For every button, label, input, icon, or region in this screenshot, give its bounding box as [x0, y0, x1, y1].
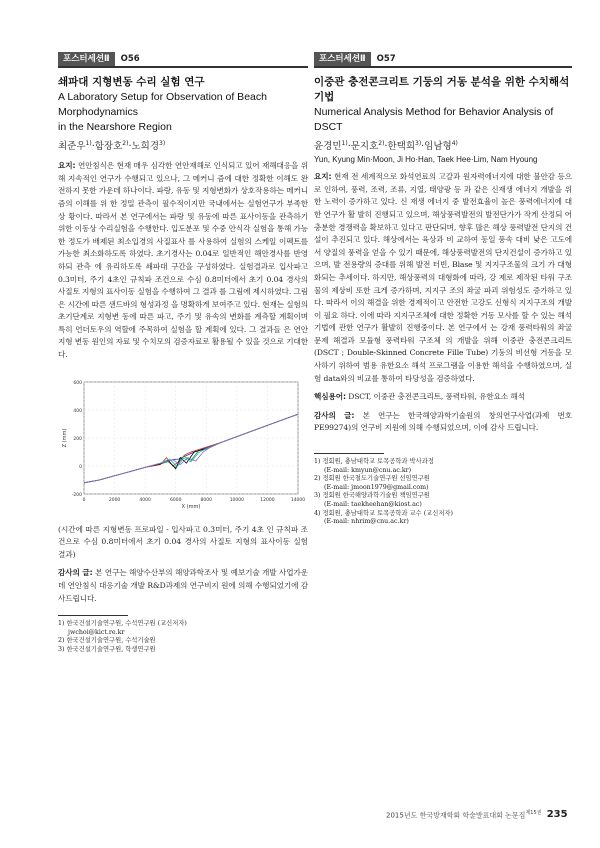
title-english: Numerical Analysis Method for Behavior Analysis of DSCT — [314, 106, 554, 133]
y-axis-label: Z (mm) — [62, 428, 68, 447]
footnote-line: 3) 정회원 한국해양과학기술원 책임연구원 — [314, 492, 430, 500]
session-tag: 포스터세션Ⅱ — [58, 52, 115, 66]
author: 최준우 — [58, 141, 86, 153]
x-tick-label: 10000 — [229, 497, 245, 503]
footnote-line: 4) 정회원, 충남대학교 토목공학과 교수 (교신저자) — [314, 509, 453, 517]
footer-volume: 제15권 — [525, 810, 542, 816]
x-tick-label: 0 — [82, 497, 86, 503]
footnote-line: 1) 한국건설기술연구원, 수석연구원 (교신저자) — [58, 620, 187, 628]
x-tick-label: 14000 — [290, 497, 306, 503]
x-tick-label: 6000 — [169, 497, 182, 503]
keywords — [314, 391, 572, 404]
keywords-label: 핵심용어: — [314, 392, 346, 402]
footnote-line: (E-mail: nhrim@cnu.ac.kr) — [314, 518, 409, 526]
x-tick-label: 12000 — [260, 497, 275, 503]
acknowledgement — [314, 410, 572, 435]
title-english-line-1: A Laboratory Setup for Observation of Beach Morphodynamics — [58, 91, 267, 118]
y-tick-label: 200 — [73, 436, 82, 442]
abstract-label: 요지: — [58, 161, 76, 171]
ack-label: 감사의 글: — [58, 568, 93, 578]
session-number: O56 — [120, 54, 140, 64]
left-article — [58, 52, 308, 655]
y-tick-label: 0 — [79, 464, 82, 470]
author: 한택희 — [387, 141, 415, 153]
authors: 윤경민$^{1)}$·문지호$^{2)}$·한택희$^{3)}$·임남형$^{4)}$ — [314, 140, 458, 153]
footnote-line: 1) 정회원, 충남대학교 토목공학과 박사과정 — [314, 458, 434, 466]
y-tick-label: 400 — [73, 408, 82, 414]
page-number: 235 — [546, 809, 568, 821]
title-korean: 쇄파대 지형변동 수리 실험 연구 — [58, 76, 205, 88]
y-tick-label: -200 — [71, 492, 82, 498]
footnote-divider — [58, 615, 128, 616]
keywords-text: DSCT, 이중관 충전콘크리트, 풍력타워, 유한요소 해석 — [348, 392, 525, 402]
session-tag: 포스터세션Ⅱ — [314, 52, 371, 66]
title-korean-line-2: 기법 — [314, 91, 335, 103]
footnote-line: (E-mail: kmyun@cnu.ac.kr) — [314, 466, 412, 474]
footnote-line: jwchoi@kict.re.kr — [58, 628, 125, 636]
x-tick-label: 2000 — [108, 497, 121, 503]
abstract-text: 현재 전 세계적으로 화석연료의 고갈과 원자력에너지에 대한 불안감 등으로 인하여, 풍력, 조력, 조류, 지열, 태양광 등 과 같은 신재생 에너지 개발을 위한 노력이 증가하고 있다. 신 재생 에너지 중 발전효율이 높은 풍력에너지에 대한 연구가 활 발히 진행되고 있으며, 해상풍력발전의 발전단가가 작게 산정되 어 충분한 경쟁력을 확보하고 있다고 판단되며, 향후 많은 해상 풍력발전 단지의 건설이 추진되고 있다. 해상에서는 육상과 비 교하여 동일 풍속 대비 낮은 고도에서 양질의 풍력을 얻을 수 있기 때문에, 해상풍력발전의 단지건설이 증가하고 있으며, 발 전용량의 증대를 위해 발전 터빈, Blase 및 지지구조물의 크기 가 대형화되는 추세이다. 하지만, 해상풍력의 대형화에 따라, 강 제로 제작된 타워 구조물의 제상비 또한 크게 증가하며, 지지구 조의 좌굴 파괴 위험성도 증가하고 있다. 따라서 이의 해결을 위한 경제적이고 안전한 고강도 신형식 지지구조의 개발이 필요 하다. 이에 따라 지지구조체에 대한 정확한 거동 모사를 할 수 있는 해석기법에 관한 연구가 활발히 진행중이다. 본 연구에서 는 강재 풍력타워의 좌굴 문제 해결과 모듈형 풍력타워 구조체 의 개발을 위해 이중관 충전콘크리트(DSCT ; Double-Skinned Concrete Fille Tube) 기둥의 비선형 거동을 모사하기 위하여 범용 유한요소 해석 프로그램을 이용한 해석을 수행하였으며, 실험 data와의 비교를 통하여 타당성을 검증하였다. — [314, 172, 572, 383]
footnote-line: (E-mail: taekheehan@kiost.ac) — [314, 501, 422, 508]
author: 함장호 — [94, 141, 123, 153]
ack-text: 본 연구는 해양수산부의 해양과학조사 및 예보기술 개발 사업가운데 연안침식 대응기술 개발 R&D과제의 연구비지 원에 의해 수행되었기에 감사드립니다. — [58, 568, 308, 603]
title-korean-line-1: 이중관 충전콘크리트 기둥의 거동 분석을 위한 수치해석 — [314, 76, 570, 88]
figure-caption — [58, 524, 308, 562]
ack-text: 본 연구는 한국해양과학기술원의 창의연구사업(과제 번호 PE99274)의 연구비 지원에 의해 수행되었으며, 이에 감사 드립니다. — [314, 410, 572, 433]
authors-english: Yun, Kyung Min·Moon, Ji Ho·Han, Taek Hee·Lim, Nam Hyoung — [314, 155, 538, 165]
page-footer — [386, 809, 568, 820]
footnotes — [58, 620, 308, 654]
footnote-line: 3) 한국건설기술연구원, 학생연구원 — [58, 646, 156, 653]
x-axis-label: X (mm) — [181, 503, 201, 510]
session-header — [58, 52, 308, 68]
author: 노희경 — [131, 141, 159, 153]
footer-text: 2015년도 한국방재학회 학술발표대회 논문집 — [386, 811, 526, 820]
acknowledgement — [58, 567, 308, 605]
ack-label: 감사의 글: — [314, 410, 355, 420]
x-tick-label: 4000 — [139, 497, 151, 503]
footnote-divider — [314, 453, 384, 454]
session-header — [314, 52, 572, 68]
footnotes — [314, 458, 572, 527]
footnote-line: (E-mail: jmoon1979@gmail.com) — [314, 483, 429, 491]
authors: 최준우$^{1)}$·함장호$^{2)}$·노희경$^{3)}$ — [58, 140, 166, 153]
author: 윤경민 — [314, 141, 342, 153]
session-number: O57 — [376, 54, 396, 64]
right-article — [314, 52, 572, 527]
caption-text: (시간에 따른 지형변동 프로파일 - 입사파고 0.3미터, 주기 4초 인 규칙파 조건으로 수심 0.8미터에서 초기 0.04 경사의 사질토 지형의 표사이동 실험 결과) — [58, 524, 308, 559]
profile-chart — [58, 376, 308, 516]
footnote-line: 2) 한국건설기술연구원, 수석기술원 — [58, 637, 156, 645]
y-tick-label: 600 — [73, 380, 82, 386]
title-english-line-2: in the Nearshore Region — [58, 121, 172, 133]
x-tick-label: 8000 — [200, 497, 213, 503]
footnote-line: 2) 정회원 한국철도기술연구원 선임연구원 — [314, 475, 430, 483]
abstract-text: 연안침식은 현재 매우 심각한 연안재해로 인식되고 있어 재해대응을 위해 지속적인 연구가 수행되고 있으나, 그 메커니 즘에 대한 정확한 이해도 완전하지 못한 가운데 하나이다. 파랑, 유동 및 지형변화가 상호작용하는 메커니즘의 이해를 위 한 정밀 관측이 필수적이지만 국내에서는 실험연구가 부족한 상 황이다. 따라서 본 연구에서는 파랑 및 유동에 따른 표사이동을 관측하기 위한 이동상 수리실험을 수행한다. 입도분포 및 수중 안식각 실험을 통해 가능한 정도가 배제된 최소입경의 사질표사 를 사용하여 실험의 스케일 이펙트를 가능한 최소화하도록 하였다. 초기경사는 0.04로 일반적인 해안경사를 반영하되 관측 에 유리하도록 쇄파대 구간을 구성하였다. 실험결과로 입사파고 0.3미터, 주기 4초인 규칙파 조건으로 수심 0.8미터에서 초기 0.04 경사의 사질토 지형의 표사이동 실험을 수행하여 그 결과 를 그림에 제시하였다. 그림은 시간에 따른 샌드바의 형성과정 을 명확하게 보여주고 있다. 현재는 실험의 초기단계로 지형변 동에 따른 파고, 주기 및 유속의 변화를 계측할 계획이며 특히 언더토우의 역할에 주목하여 실험을 할 계획에 있다. 그 결과들 은 연안지형 변동 원인의 자료 및 수치모의 검증자료로 활용될 수 있을 것으로 기대한다. — [58, 161, 308, 360]
abstract — [314, 171, 572, 385]
author: 문지호 — [350, 141, 379, 153]
author: 임남형 — [424, 141, 452, 153]
abstract — [58, 160, 308, 362]
abstract-label: 요지: — [314, 172, 332, 182]
